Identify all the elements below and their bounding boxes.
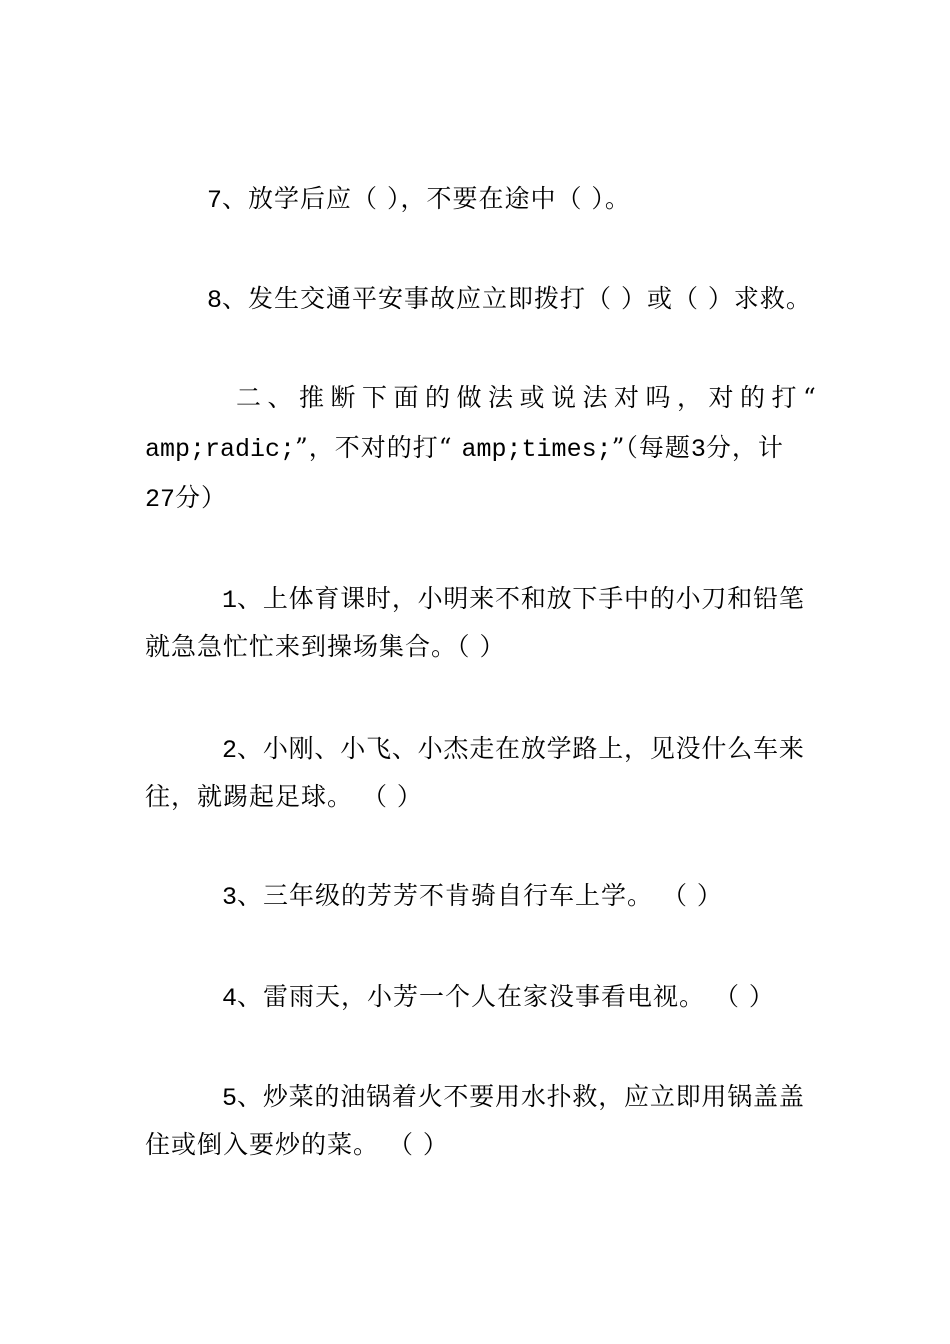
question-number: 3	[222, 883, 238, 912]
judge-question-2-line-2	[145, 782, 423, 812]
question-number: 5	[222, 1084, 238, 1113]
question-number: 8	[207, 286, 223, 315]
judge-question-1-line-2	[145, 632, 505, 662]
question-number: 7	[207, 186, 223, 215]
judge-question-1-line-1	[222, 584, 805, 616]
section-heading-line-1	[236, 383, 822, 413]
question-text: 往，就踢起足球。 （ ）	[145, 782, 423, 811]
question-7	[207, 184, 631, 216]
question-number: 1	[222, 586, 238, 615]
question-text: 住或倒入要炒的菜。 （ ）	[145, 1130, 449, 1159]
question-text: 、雷雨天，小芳一个人在家没事看电视。 （ ）	[237, 982, 775, 1011]
question-text: 、小刚、小飞、小杰走在放学路上，见没什么车来	[237, 734, 805, 763]
section-heading-text: 分，计	[705, 433, 784, 462]
section-heading-text: ”，不对的打“	[295, 433, 462, 462]
question-number: 2	[222, 736, 238, 765]
section-heading-text: ”（每题	[611, 433, 691, 462]
section-heading-line-2	[145, 433, 784, 465]
question-text: 、炒菜的油锅着火不要用水扑救，应立即用锅盖盖	[237, 1082, 805, 1111]
score-per-question: 3	[690, 435, 706, 464]
question-8	[207, 284, 812, 316]
total-score: 27	[145, 485, 176, 514]
question-text: 、发生交通平安事故应立即拨打（ ）或（ ）求救。	[222, 284, 812, 313]
times-code: amp;times;	[461, 435, 612, 464]
judge-question-3	[222, 881, 723, 913]
section-heading-text: 分）	[175, 483, 228, 512]
section-heading-line-3	[145, 483, 227, 515]
question-text: 、放学后应（ ），不要在途中（ ）。	[222, 184, 631, 213]
judge-question-4	[222, 982, 775, 1014]
question-text: 、上体育课时，小明来不和放下手中的小刀和铅笔	[237, 584, 805, 613]
radic-code: amp;radic;	[145, 435, 296, 464]
question-text: 就急急忙忙来到操场集合。（ ）	[145, 632, 506, 661]
question-text: 、三年级的芳芳不肯骑自行车上学。 （ ）	[237, 881, 723, 910]
judge-question-5-line-1	[222, 1082, 805, 1114]
section-heading-text: 二、推断下面的做法或说法对吗，对的打“	[236, 383, 823, 412]
judge-question-2-line-1	[222, 734, 805, 766]
question-number: 4	[222, 984, 238, 1013]
judge-question-5-line-2	[145, 1130, 449, 1160]
